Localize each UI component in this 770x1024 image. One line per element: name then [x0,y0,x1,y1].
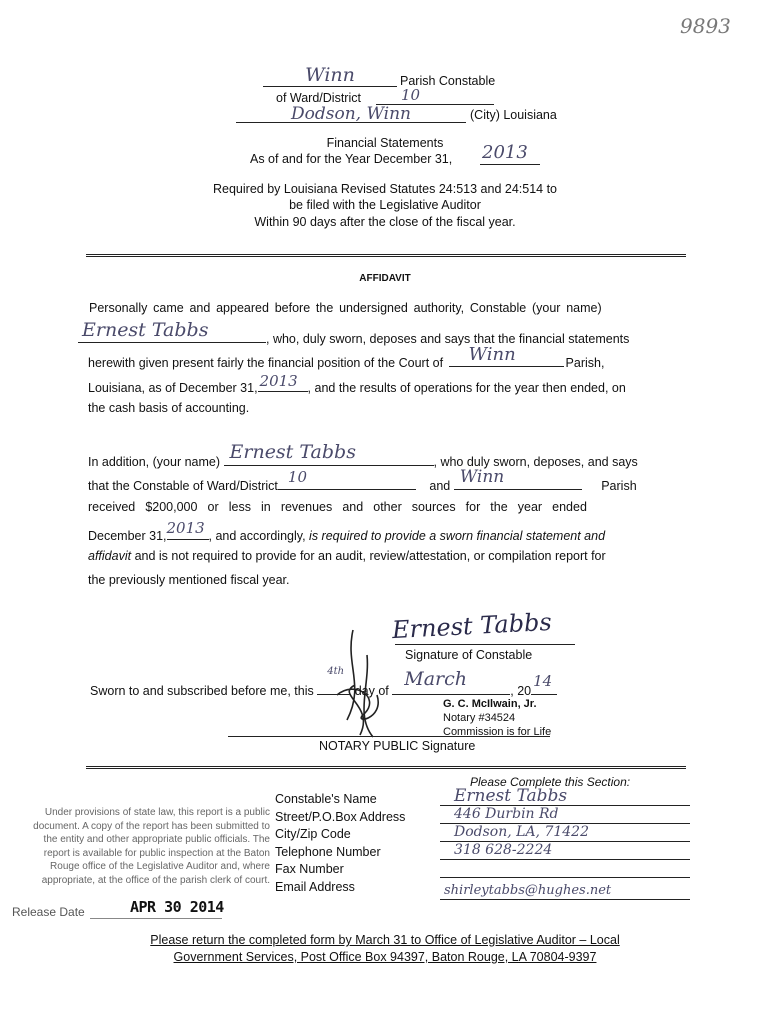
affidavit-p2-line4-text: December 31, [88,529,167,543]
value-constable-name: Ernest Tabbs [454,786,568,806]
affidavit-p2-line3: received $200,000 or less in revenues and other sources for the year ended [88,500,587,514]
affidavit-p1-line1: Personally came and appeared before the undersigned authority, Constable (your name) [89,301,602,315]
release-date-label: Release Date [12,905,85,919]
document-number: 9893 [680,14,731,38]
label-street: Street/P.O.Box Address [275,809,406,824]
notary-name: G. C. McIlwain, Jr. [443,698,537,710]
affidavit-p2-line5-text: and is not required to provide for an audit, review/attestation, or compilation report for [134,549,606,563]
notice-line: document. A copy of the report has been submitted to [33,820,270,832]
section-divider-top [86,254,686,257]
affidavit-heading: AFFIDAVIT [359,273,411,284]
label-fax: Fax Number [275,862,344,876]
affidavit-p1-line3-text: herewith given present fairly the financial position of the Court of [88,356,444,370]
parish-value: Winn [305,64,355,86]
ward-field [376,88,494,105]
ward-label: of Ward/District [276,91,361,105]
public-notice [0,806,270,887]
affidavit-p1-line4-text: Louisiana, as of December 31, [88,381,258,395]
sworn-text: Sworn to and subscribed before me, this [90,684,314,698]
notice-line: Under provisions of state law, this report is a public [44,807,270,818]
affidavit-p2-line4-italic: is required to provide a sworn financial statement and [309,529,606,543]
affidavit-p2-line6: the previously mentioned fiscal year. [88,573,290,587]
affidavit-p1-line3-end: Parish, [565,356,605,370]
sworn-month: March [404,668,467,690]
footer-instructions [0,932,770,966]
affidavit-parish-label: Parish [601,479,637,493]
value-constable-name-field [440,788,690,806]
city-value: Dodson, Winn [291,104,411,124]
sworn-line: Sworn to and subscribed before me, this 4th day of March , 20 14 [90,680,557,698]
affidavit-p2-line1 [88,441,638,469]
release-date-line [90,918,222,919]
label-constable-name: Constable's Name [275,792,377,806]
sworn-year-prefix: 20 [517,684,532,698]
label-city-zip: City/Zip Code [275,827,351,841]
affidavit-p1-line4-end: , and the results of operations for the year then ended, on [307,381,626,395]
affidavit-name-2: Ernest Tabbs [229,441,356,463]
requirement-line-1: Required by Louisiana Revised Statutes 24:513 and 24:514 to [213,182,557,196]
sworn-day: 4th [327,666,345,677]
value-street-field [440,806,690,824]
value-email: shirleytabbs@hughes.net [444,883,612,898]
affidavit-ward-2: 10 [287,468,307,486]
title-line-2: As of and for the Year December 31, [250,152,453,166]
notice-line: the entity and other appropriate public officials. The [43,834,270,845]
footer-line-2: Government Services, Post Office Box 94397, Baton Rouge, LA 70804-9397 [173,950,597,964]
affidavit-p2-line2-text: that the Constable of Ward/District [88,479,278,493]
affidavit-year-1: 2013 [259,372,298,390]
notary-signature-label: NOTARY PUBLIC Signature [319,739,476,753]
section-divider-bottom [86,766,686,769]
sworn-day-label: day of [354,684,389,698]
year-value: 2013 [482,142,528,163]
parish-field [263,64,397,87]
value-telephone: 318 628-2224 [454,842,553,858]
contact-values [440,788,690,900]
affidavit-p2-line5 [88,549,606,563]
value-city-field [440,824,690,842]
requirement-line-3: Within 90 days after the close of the fiscal year. [254,215,516,229]
affidavit-p2-line1-end: , who duly sworn, deposes, and says [433,455,638,469]
affidavit-p2-line2 [88,467,637,493]
affidavit-p2-line4 [88,519,606,543]
affidavit-parish-2: Winn [459,467,505,487]
constable-signature-label: Signature of Constable [405,648,533,662]
title-line-1: Financial Statements [326,136,444,150]
requirement-line-2: be filed with the Legislative Auditor [289,198,481,212]
affidavit-p1-line4 [88,372,626,395]
affidavit-and-label: and [429,479,451,493]
value-email-field [440,880,690,900]
affidavit-name-1: Ernest Tabbs [82,319,209,341]
city-field [236,104,466,123]
sworn-year: 14 [533,672,553,690]
value-fax-field [440,860,690,878]
release-date-stamp: APR 30 2014 [130,898,224,916]
affidavit-p1-line2-text: , who, duly sworn, deposes and says that the financial statements [266,332,630,346]
affidavit-year-2: 2013 [166,519,205,537]
notice-line: appropriate, at the office of the parish clerk of court. [41,874,270,886]
label-email: Email Address [275,879,355,894]
city-label: (City) Louisiana [470,108,557,122]
value-street: 446 Durbin Rd [454,806,559,822]
value-city: Dodson, LA, 71422 [454,824,589,840]
contact-labels [275,791,405,896]
footer-line-1: Please return the completed form by March 31 to Office of Legislative Auditor – Local [150,933,620,947]
notice-line: Rouge office of the Legislative Auditor and, where [50,861,270,872]
parish-constable-label: Parish Constable [400,74,496,88]
complete-section-label: Please Complete this Section: [470,775,631,789]
affidavit-p1-line3 [88,344,605,370]
label-telephone: Telephone Number [275,844,381,859]
year-field [480,144,540,165]
affidavit-p1-line2 [78,319,630,346]
notary-commission: Commission is for Life [443,726,552,738]
notary-stamp [443,697,551,739]
value-telephone-field [440,842,690,860]
constable-signature: Ernest Tabbs [391,607,553,645]
ward-value: 10 [401,86,421,104]
notice-line: report is available for public inspection at the Baton [43,847,270,859]
notary-number: Notary #34524 [443,712,516,724]
affidavit-p2-line1-text: In addition, (your name) [88,455,221,469]
affidavit-parish-1: Winn [468,344,516,365]
affidavit-p2-line5-italic: affidavit [88,549,132,563]
affidavit-p2-line4-mid: , and accordingly, [208,529,306,543]
affidavit-p1-line5: the cash basis of accounting. [88,401,250,415]
notary-signature-line [228,736,550,737]
